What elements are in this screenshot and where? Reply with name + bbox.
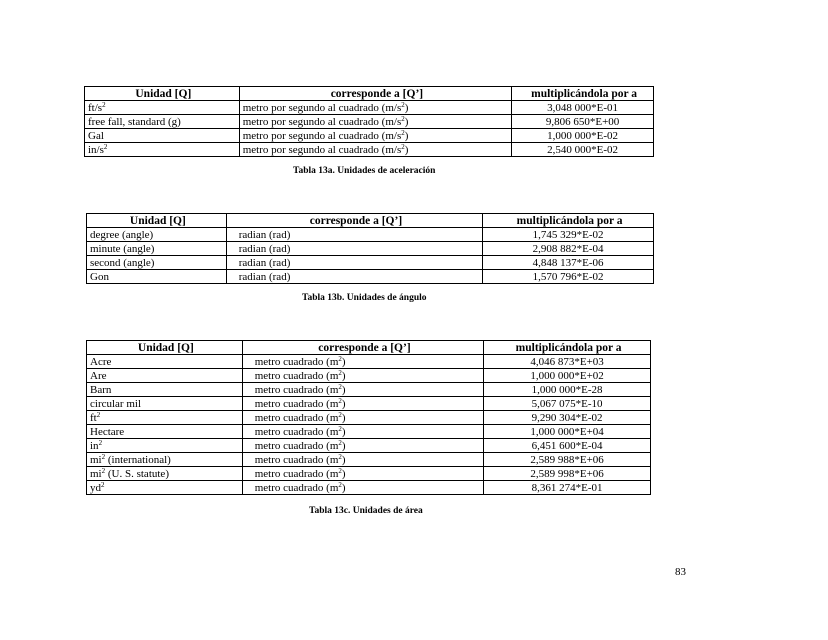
header-corresponds: corresponde a [Q’]	[226, 214, 482, 228]
target-exponent: 2	[338, 396, 342, 405]
unit-cell	[87, 256, 227, 270]
target-unit: metro cuadrado (m	[254, 355, 339, 368]
factor-cell: 2,589 998*E+06	[484, 467, 651, 481]
target-exponent: 2	[401, 128, 405, 137]
target-unit-cell	[239, 143, 511, 157]
unit-cell	[87, 439, 243, 453]
table-row	[85, 143, 654, 157]
unit-cell	[85, 129, 240, 143]
factor-cell: 6,451 600*E-04	[484, 439, 651, 453]
unit-name: Barn	[90, 383, 112, 396]
target-exponent: 2	[338, 424, 342, 433]
table-row	[87, 228, 654, 242]
target-unit-cell	[242, 425, 483, 439]
page-number: 83	[675, 566, 686, 578]
table-row	[87, 481, 651, 495]
unit-name: Gal	[88, 129, 104, 142]
target-unit: metro cuadrado (m	[254, 481, 339, 494]
target-unit: radian (rad)	[238, 228, 291, 241]
target-tail: )	[404, 129, 409, 142]
target-unit: metro cuadrado (m	[254, 383, 339, 396]
table-row	[87, 270, 654, 284]
factor-cell: 1,745 329*E-02	[483, 228, 654, 242]
header-multiplier: multiplicándola por a	[484, 341, 651, 355]
factor-cell: 5,067 075*E-10	[484, 397, 651, 411]
target-unit: metro cuadrado (m	[254, 453, 339, 466]
unit-name: Gon	[90, 270, 109, 283]
target-unit: metro por segundo al cuadrado (m/s	[242, 115, 402, 128]
target-unit-cell	[226, 270, 482, 284]
table-row	[85, 115, 654, 129]
target-unit-cell	[242, 397, 483, 411]
factor-cell: 4,848 137*E-06	[483, 256, 654, 270]
target-unit: radian (rad)	[238, 256, 291, 269]
unit-exponent: 2	[103, 142, 108, 151]
target-unit: metro cuadrado (m	[254, 369, 339, 382]
factor-cell: 1,000 000*E-28	[484, 383, 651, 397]
unit-name: Acre	[90, 355, 112, 368]
target-tail: )	[341, 481, 346, 494]
unit-name: ft/s	[88, 101, 103, 114]
unit-exponent: 2	[96, 410, 101, 419]
table-body	[87, 355, 651, 495]
target-tail: )	[341, 369, 346, 382]
header-corresponds: corresponde a [Q’]	[242, 341, 483, 355]
header-multiplier: multiplicándola por a	[483, 214, 654, 228]
target-unit-cell	[242, 467, 483, 481]
factor-cell: 1,000 000*E+02	[484, 369, 651, 383]
target-tail: )	[341, 453, 346, 466]
target-exponent: 2	[338, 438, 342, 447]
target-unit-cell	[239, 101, 511, 115]
unit-cell	[87, 383, 243, 397]
area-units-table	[86, 340, 651, 495]
table-row	[87, 369, 651, 383]
table-caption-acceleration: Tabla 13a. Unidades de aceleración	[293, 166, 436, 176]
factor-cell: 2,540 000*E-02	[512, 143, 654, 157]
factor-cell: 1,000 000*E+04	[484, 425, 651, 439]
unit-name: Are	[90, 369, 107, 382]
unit-exponent: 2	[101, 452, 106, 461]
table-row	[87, 425, 651, 439]
target-unit: metro cuadrado (m	[254, 397, 339, 410]
table-row	[87, 242, 654, 256]
header-corresponds: corresponde a [Q’]	[239, 87, 511, 101]
unit-cell	[87, 467, 243, 481]
unit-cell	[87, 411, 243, 425]
unit-name: degree (angle)	[90, 228, 154, 241]
unit-name: mi	[90, 453, 102, 466]
table-row	[87, 397, 651, 411]
target-exponent: 2	[338, 466, 342, 475]
target-exponent: 2	[338, 354, 342, 363]
target-unit-cell	[226, 242, 482, 256]
target-unit-cell	[239, 129, 511, 143]
unit-name: yd	[90, 481, 101, 494]
header-multiplier: multiplicándola por a	[512, 87, 654, 101]
unit-name: in	[90, 439, 99, 452]
table-row	[87, 256, 654, 270]
unit-exponent: 2	[101, 466, 106, 475]
table-header-row	[87, 341, 651, 355]
factor-cell: 9,290 304*E-02	[484, 411, 651, 425]
target-unit: radian (rad)	[238, 270, 291, 283]
unit-cell	[87, 270, 227, 284]
target-unit: radian (rad)	[238, 242, 291, 255]
target-unit-cell	[226, 256, 482, 270]
target-exponent: 2	[338, 410, 342, 419]
factor-cell: 3,048 000*E-01	[512, 101, 654, 115]
table-row	[87, 453, 651, 467]
table-caption-area: Tabla 13c. Unidades de área	[309, 506, 423, 516]
target-exponent: 2	[338, 452, 342, 461]
unit-cell	[87, 397, 243, 411]
angle-units-table	[86, 213, 654, 284]
target-tail: )	[341, 425, 346, 438]
unit-cell	[87, 453, 243, 467]
target-exponent: 2	[401, 100, 405, 109]
target-tail: )	[341, 411, 346, 424]
target-unit-cell	[242, 355, 483, 369]
unit-name: in/s	[88, 143, 104, 156]
target-tail: )	[341, 397, 346, 410]
target-tail: )	[404, 101, 409, 114]
table-row	[85, 129, 654, 143]
target-unit: metro cuadrado (m	[254, 425, 339, 438]
target-unit-cell	[226, 228, 482, 242]
target-unit: metro por segundo al cuadrado (m/s	[242, 129, 402, 142]
table-row	[87, 467, 651, 481]
table-row	[85, 101, 654, 115]
target-unit: metro por segundo al cuadrado (m/s	[242, 143, 402, 156]
target-tail: )	[341, 467, 346, 480]
table-body	[87, 228, 654, 284]
unit-qualifier: (U. S. statute)	[105, 467, 169, 480]
target-unit: metro cuadrado (m	[254, 411, 339, 424]
table-row	[87, 355, 651, 369]
unit-name: circular mil	[90, 397, 142, 410]
unit-cell	[87, 228, 227, 242]
target-exponent: 2	[338, 480, 342, 489]
header-unit: Unidad [Q]	[87, 341, 243, 355]
unit-name: ft	[90, 411, 97, 424]
target-exponent: 2	[338, 368, 342, 377]
target-unit-cell	[242, 481, 483, 495]
target-unit-cell	[239, 115, 511, 129]
table-row	[87, 439, 651, 453]
factor-cell: 9,806 650*E+00	[512, 115, 654, 129]
target-exponent: 2	[401, 114, 405, 123]
target-unit-cell	[242, 411, 483, 425]
unit-cell	[87, 242, 227, 256]
table-header-row	[85, 87, 654, 101]
unit-name: Hectare	[90, 425, 125, 438]
target-unit-cell	[242, 369, 483, 383]
factor-cell: 8,361 274*E-01	[484, 481, 651, 495]
target-unit-cell	[242, 453, 483, 467]
unit-cell	[85, 143, 240, 157]
table-header-row	[87, 214, 654, 228]
table-body	[85, 101, 654, 157]
unit-exponent: 2	[101, 480, 105, 489]
header-unit: Unidad [Q]	[85, 87, 240, 101]
unit-cell	[87, 369, 243, 383]
factor-cell: 4,046 873*E+03	[484, 355, 651, 369]
table-caption-angle: Tabla 13b. Unidades de ángulo	[302, 293, 427, 303]
target-tail: )	[341, 355, 346, 368]
target-unit-cell	[242, 383, 483, 397]
unit-name: mi	[90, 467, 102, 480]
factor-cell: 2,589 988*E+06	[484, 453, 651, 467]
unit-name: minute (angle)	[90, 242, 155, 255]
target-exponent: 2	[401, 142, 405, 151]
factor-cell: 1,570 796*E-02	[483, 270, 654, 284]
target-tail: )	[341, 383, 346, 396]
target-unit: metro cuadrado (m	[254, 439, 339, 452]
target-unit-cell	[242, 439, 483, 453]
unit-qualifier: (international)	[105, 453, 171, 466]
unit-cell	[85, 115, 240, 129]
acceleration-units-table	[84, 86, 654, 157]
unit-name: free fall, standard (g)	[88, 115, 181, 128]
unit-cell	[87, 425, 243, 439]
table-row	[87, 411, 651, 425]
header-unit: Unidad [Q]	[87, 214, 227, 228]
factor-cell: 2,908 882*E-04	[483, 242, 654, 256]
unit-exponent: 2	[102, 100, 106, 109]
unit-exponent: 2	[98, 438, 103, 447]
target-tail: )	[404, 115, 409, 128]
target-tail: )	[341, 439, 346, 452]
table-row	[87, 383, 651, 397]
target-exponent: 2	[338, 382, 342, 391]
unit-cell	[87, 481, 243, 495]
unit-cell	[85, 101, 240, 115]
factor-cell: 1,000 000*E-02	[512, 129, 654, 143]
unit-name: second (angle)	[90, 256, 155, 269]
target-unit: metro por segundo al cuadrado (m/s	[242, 101, 402, 114]
unit-cell	[87, 355, 243, 369]
target-tail: )	[404, 143, 409, 156]
target-unit: metro cuadrado (m	[254, 467, 339, 480]
